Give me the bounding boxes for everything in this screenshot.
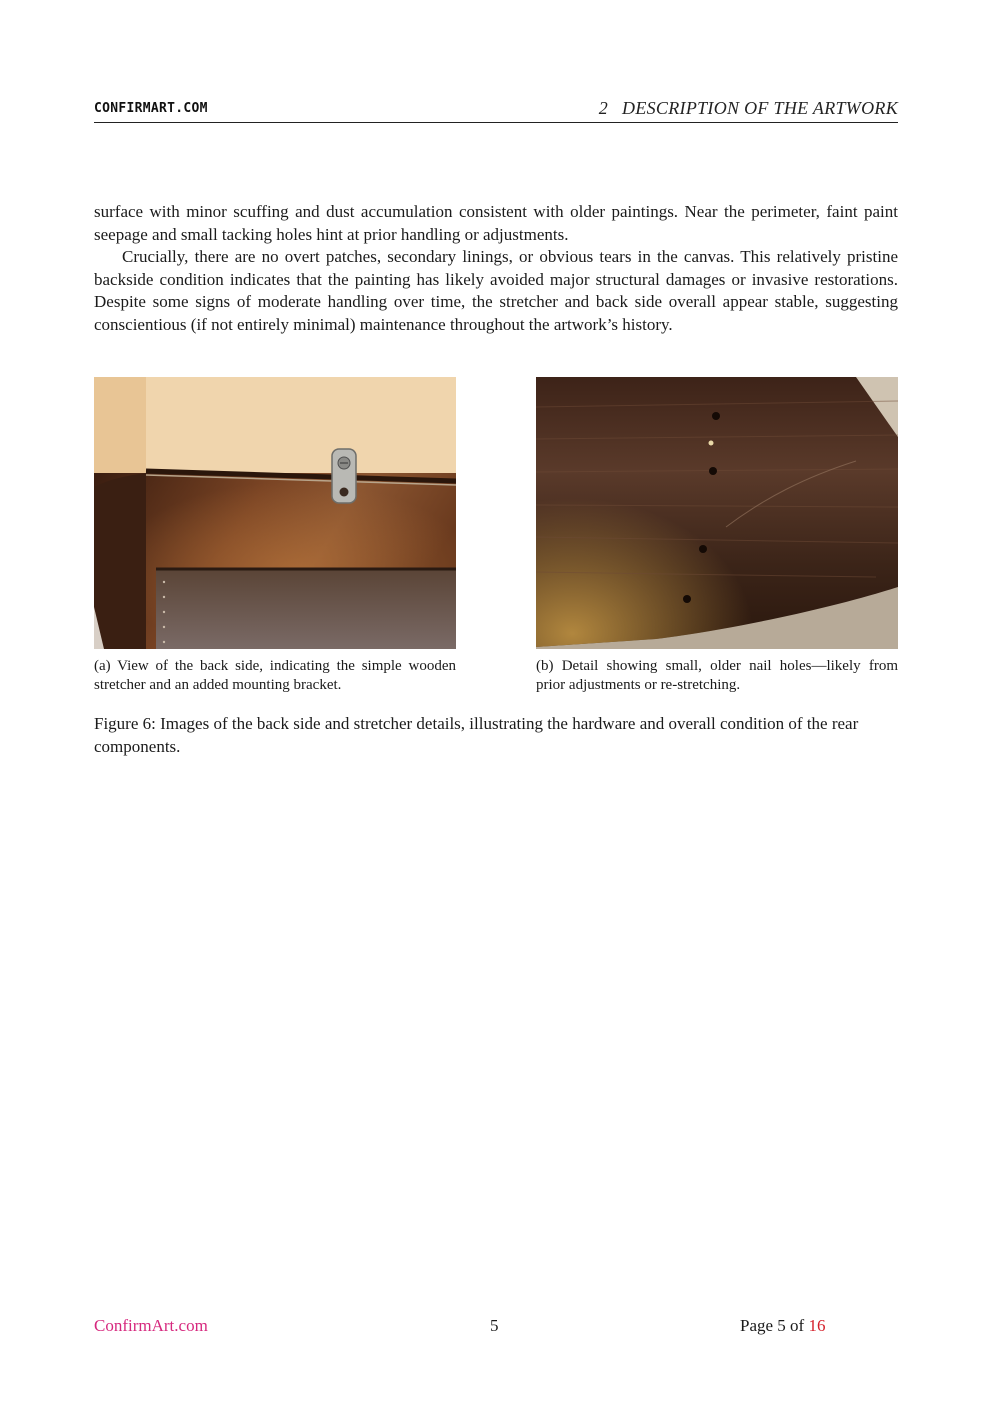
footer-page-count [740, 1316, 825, 1336]
section-heading [599, 98, 898, 119]
paragraph-continued: surface with minor scuffing and dust accumulation consistent with older paintings. Near the perimeter, faint paint seepage and small tacking holes hint at prior handling or adjustments. [94, 202, 898, 244]
page-label: Page 5 of [740, 1316, 809, 1335]
figure-image-back-side [94, 377, 456, 649]
figure-caption: Figure 6: Images of the back side and stretcher details, illustrating the hardware and overall condition of the rear components. [94, 714, 859, 756]
running-header [94, 96, 898, 123]
confirmart-logo: CONFIRMART.COM [94, 101, 208, 116]
paragraph-condition: Crucially, there are no overt patches, secondary linings, or obvious tears in the canvas. This relatively pristine backside condition indicates that the painting has likely avoided major structural damages or invasive restorations. Despite some signs of moderate handling over time, the stretcher and back side overall appear stable, suggesting conscientious (if not entirely minimal) maintenance throughout the artwork’s history. [94, 247, 898, 334]
body-text [94, 201, 898, 337]
figure-image-nail-holes [536, 377, 898, 649]
page-total-link[interactable]: 16 [808, 1316, 826, 1335]
subcaption-b: (b) Detail showing small, older nail holes—likely from prior adjustments or re-stretching. [536, 658, 898, 693]
section-title: DESCRIPTION OF THE ARTWORK [622, 98, 898, 118]
subcaption-a: (a) View of the back side, indicating the simple wooden stretcher and an added mounting bracket. [94, 658, 456, 693]
section-number: 2 [598, 98, 609, 118]
footer-page-number: 5 [490, 1316, 499, 1335]
footer-site-link[interactable]: ConfirmArt.com [94, 1316, 208, 1335]
